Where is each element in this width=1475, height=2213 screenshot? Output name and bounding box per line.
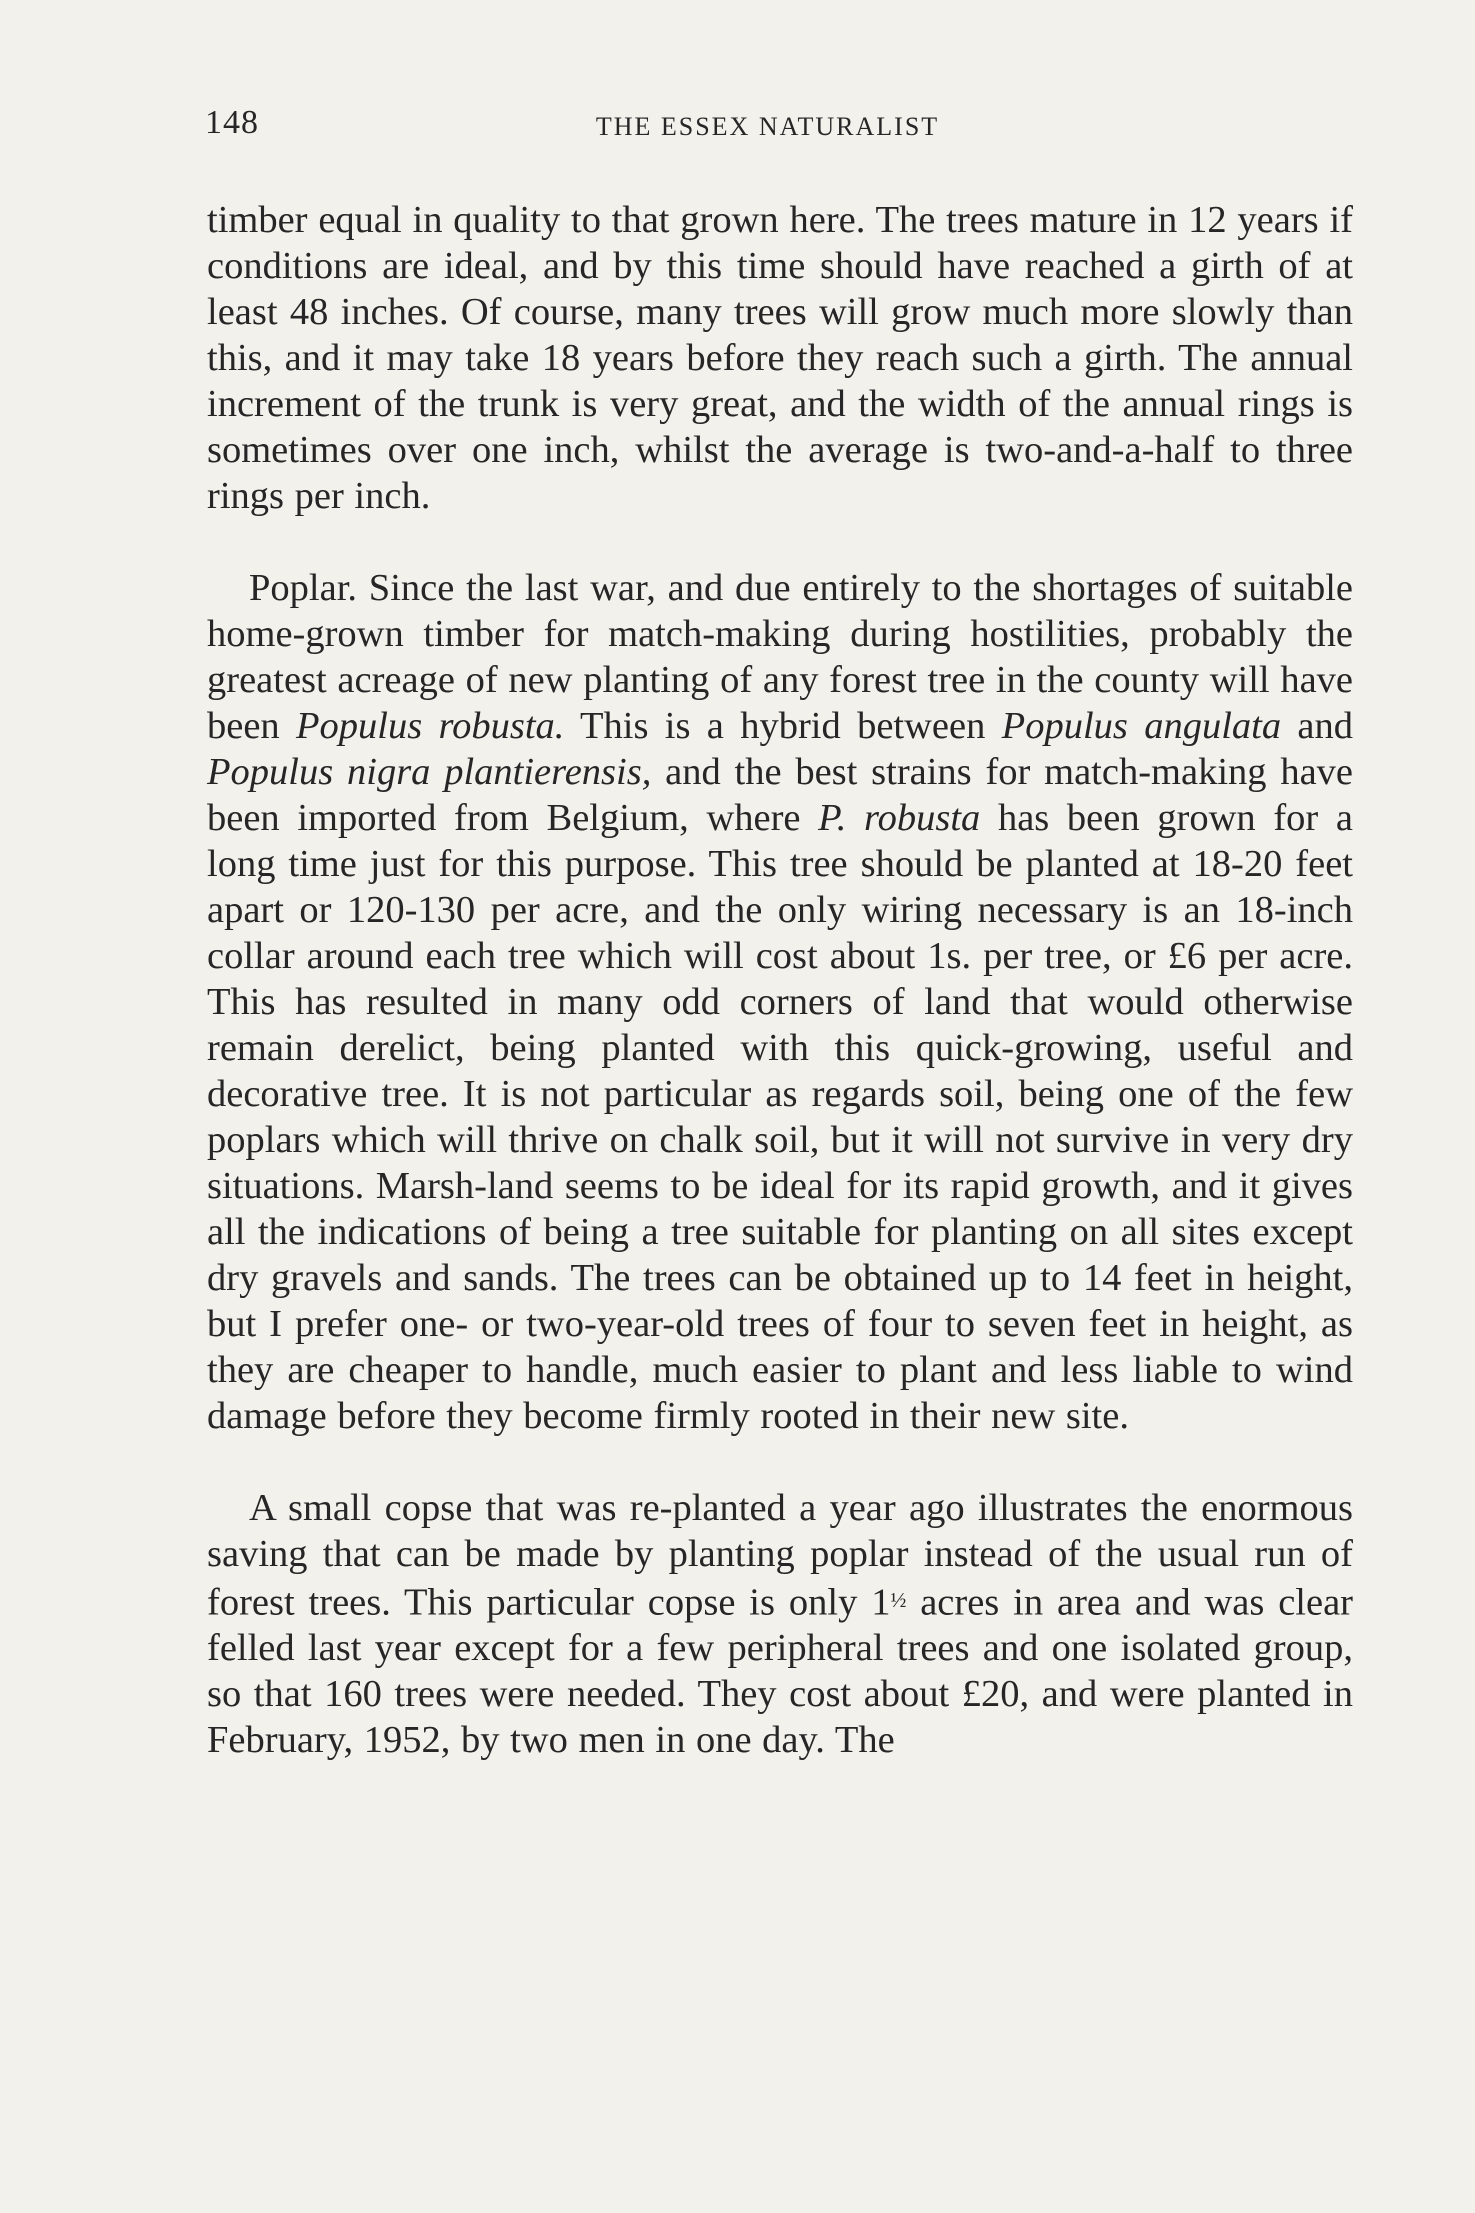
- body-text: [207, 197, 1353, 1763]
- paragraph-gap: [207, 1439, 1353, 1485]
- italic-species-populus-robusta: Populus robusta.: [296, 705, 565, 747]
- page-number: 148: [205, 104, 259, 141]
- italic-species-populus-nigra: Populus nigra plantierensis,: [207, 751, 652, 793]
- poplar-text-4: and the best strains for match-making have been imported from Belgium, where: [207, 751, 1353, 839]
- paragraph-gap: [207, 519, 1353, 565]
- running-title: THE ESSEX NATURALIST: [595, 112, 940, 141]
- italic-species-p-robusta: P. robusta: [818, 797, 981, 839]
- paragraph-poplar: [207, 565, 1353, 1439]
- paragraph-copse: [207, 1485, 1353, 1763]
- copse-text-1: A small copse that was re-planted a year ago illustrates the enormous saving that can be made by planting poplar instead of the usual run of forest trees. This particular copse is only 1: [207, 1487, 1353, 1624]
- poplar-text-2: This is a hybrid between: [564, 705, 1002, 747]
- paragraph-timber: timber equal in quality to that grown here. The trees mature in 12 years if conditions are ideal, and by this time should have reached a girth of at least 48 inches. Of course, many trees will grow much more slowly than this, and it may take 18 years before they reach such a girth. The annual increment of the trunk is very great, and the width of the annual rings is sometimes over one inch, whilst the average is two-and-a-half to three rings per inch.: [207, 199, 1353, 517]
- italic-species-populus-angulata: Populus angulata: [1001, 705, 1282, 747]
- poplar-text-1: Poplar. Since the last war, and due entirely to the shortages of suitable home-grown timber for match-making during hostilities, probably the greatest acreage of new planting of any forest tree in the county will have been: [207, 567, 1353, 747]
- poplar-text-5: has been grown for a long time just for this purpose. This tree should be planted at 18-20 feet apart or 120-130 per acre, and the only wiring necessary is an 18-inch collar around each tree which will cost about 1s. per tree, or £6 per acre. This has resulted in many odd corners of land that would otherwise remain derelict, being planted with this quick-growing, useful and decorative tree. It is not particular as regards soil, being one of the few poplars which will thrive on chalk soil, but it will not survive in very dry situations. Marsh-land seems to be ideal for its rapid growth, and it gives all the indications of being a tree suitable for planting on all sites except dry gravels and sands. The trees can be obtained up to 14 feet in height, but I prefer one- or two-year-old trees of four to seven feet in height, as they are cheaper to handle, much easier to plant and less liable to wind damage before they become firmly rooted in their new site.: [207, 797, 1353, 1437]
- fraction-half: ½: [890, 1588, 907, 1612]
- copse-text-2: acres in area and was clear felled last year except for a few peripheral trees and one isolated group, so that 160 trees were needed. They cost about £20, and were planted in February, 1952, by two men in one day. The: [207, 1581, 1353, 1762]
- poplar-text-3: and: [1281, 705, 1354, 747]
